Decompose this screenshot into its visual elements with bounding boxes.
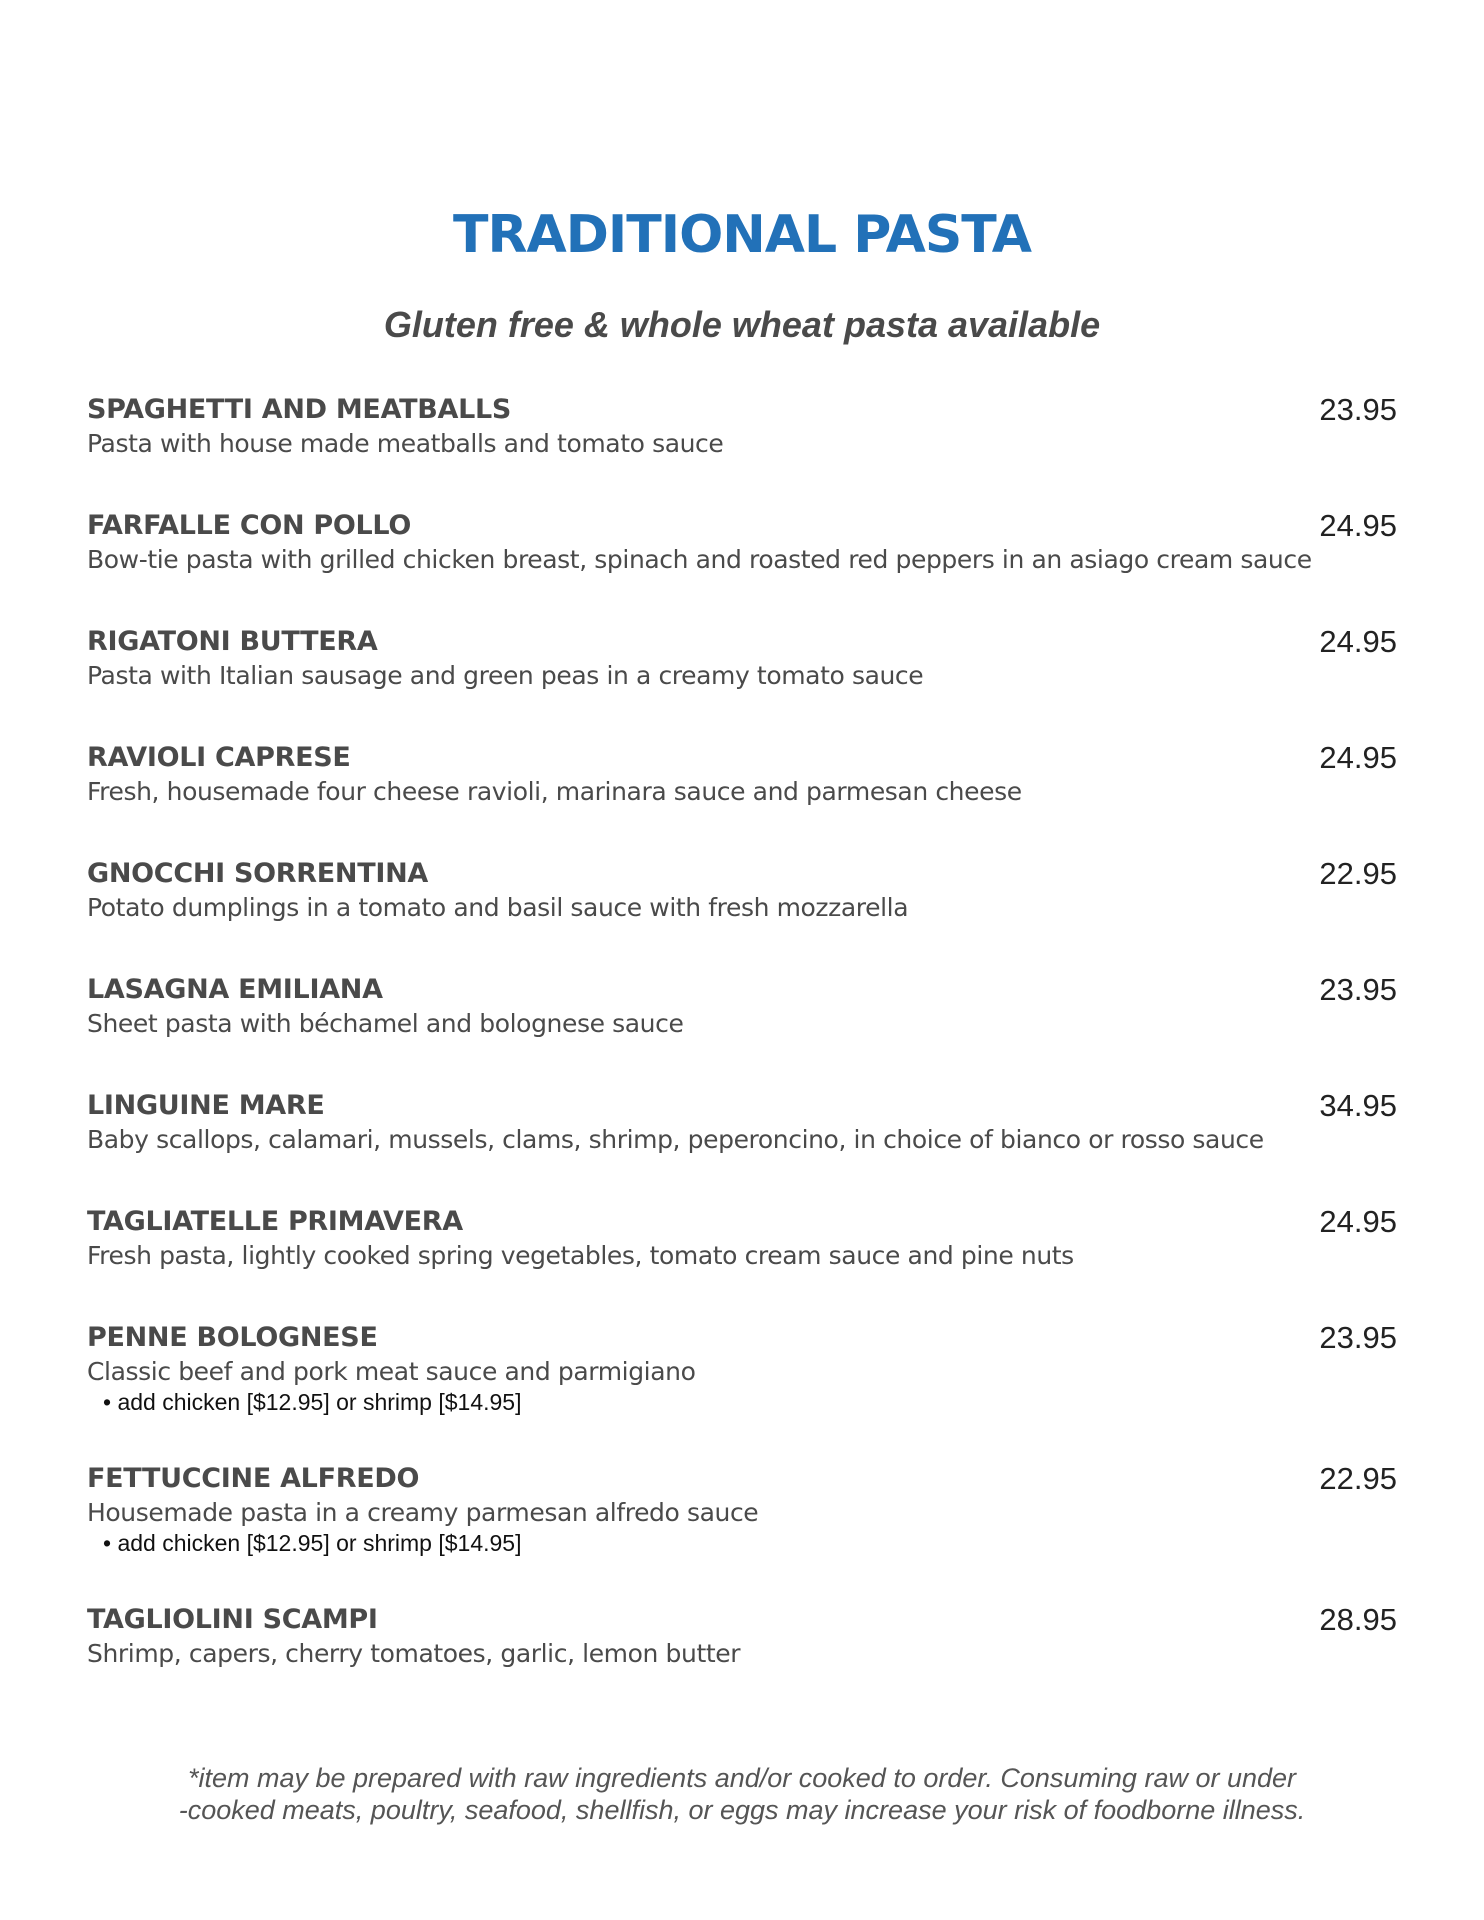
page-title: TRADITIONAL PASTA: [452, 205, 1031, 265]
menu-item-name: PENNE BOLOGNESE: [87, 1322, 378, 1353]
menu-item-name: TAGLIATELLE PRIMAVERA: [87, 1206, 463, 1237]
menu-item-price: 34.95: [1319, 1088, 1397, 1123]
menu-item-price: 24.95: [1319, 1204, 1397, 1239]
menu-item-name: SPAGHETTI AND MEATBALLS: [87, 394, 512, 425]
menu-item-price: 22.95: [1319, 1461, 1397, 1496]
menu-item: [87, 1204, 1397, 1272]
menu-item-description: Baby scallops, calamari, mussels, clams, shrimp, peperoncino, in choice of bianco or rosso sauce: [87, 1125, 1264, 1154]
menu-item-addon-note: • add chicken [$12.95] or shrimp [$14.95]: [103, 1389, 522, 1415]
menu-item: [87, 392, 1397, 460]
menu-item-price: 24.95: [1319, 624, 1397, 659]
menu-item-description: Bow-tie pasta with grilled chicken breast, spinach and roasted red peppers in an asiago cream sauce: [87, 545, 1312, 574]
menu-item: [87, 1320, 1397, 1416]
menu-item-name: TAGLIOLINI SCAMPI: [87, 1604, 378, 1635]
menu-item-price: 22.95: [1319, 856, 1397, 891]
menu-item-name: LASAGNA EMILIANA: [87, 974, 383, 1005]
menu-item-price: 28.95: [1319, 1602, 1397, 1637]
menu-item: [87, 740, 1397, 808]
menu-item: [87, 972, 1397, 1040]
menu-item-addon-note: • add chicken [$12.95] or shrimp [$14.95]: [103, 1530, 522, 1556]
menu-item-name: RAVIOLI CAPRESE: [87, 742, 351, 773]
menu-item-price: 24.95: [1319, 740, 1397, 775]
menu-item-name: RIGATONI BUTTERA: [87, 626, 378, 657]
disclaimer-line-1: *item may be prepared with raw ingredients and/or cooked to order. Consuming raw or under: [187, 1763, 1297, 1793]
menu-item-description: Potato dumplings in a tomato and basil sauce with fresh mozzarella: [87, 893, 909, 922]
menu-item-description: Sheet pasta with béchamel and bolognese sauce: [87, 1009, 684, 1038]
menu-item-price: 23.95: [1319, 392, 1397, 427]
menu-item: [87, 1461, 1397, 1557]
menu-item: [87, 856, 1397, 924]
menu-item-name: LINGUINE MARE: [87, 1090, 325, 1121]
menu-item-name: FETTUCCINE ALFREDO: [87, 1463, 420, 1494]
menu-item: [87, 508, 1397, 576]
menu-item-description: Classic beef and pork meat sauce and parmigiano: [87, 1357, 696, 1386]
menu-item-price: 23.95: [1319, 972, 1397, 1007]
menu-item: [87, 1088, 1397, 1156]
menu-item-description: Pasta with Italian sausage and green peas in a creamy tomato sauce: [87, 661, 924, 690]
menu-item-name: GNOCCHI SORRENTINA: [87, 858, 428, 889]
disclaimer: [0, 1762, 1484, 1826]
menu-item: [87, 1602, 1397, 1670]
menu-item-description: Housemade pasta in a creamy parmesan alfredo sauce: [87, 1498, 759, 1527]
menu-item-description: Pasta with house made meatballs and tomato sauce: [87, 429, 724, 458]
menu-item-description: Shrimp, capers, cherry tomatoes, garlic, lemon butter: [87, 1639, 741, 1668]
menu-item-description: Fresh, housemade four cheese ravioli, marinara sauce and parmesan cheese: [87, 777, 1022, 806]
menu-item-price: 23.95: [1319, 1320, 1397, 1355]
menu-item: [87, 624, 1397, 692]
menu-item-price: 24.95: [1319, 508, 1397, 543]
menu-list: [87, 392, 1397, 1718]
menu-item-description: Fresh pasta, lightly cooked spring vegetables, tomato cream sauce and pine nuts: [87, 1241, 1074, 1270]
page-subtitle: Gluten free & whole wheat pasta available: [383, 304, 1101, 345]
menu-item-name: FARFALLE CON POLLO: [87, 510, 412, 541]
disclaimer-line-2: -cooked meats, poultry, seafood, shellfish, or eggs may increase your risk of foodborne illness.: [178, 1795, 1306, 1825]
